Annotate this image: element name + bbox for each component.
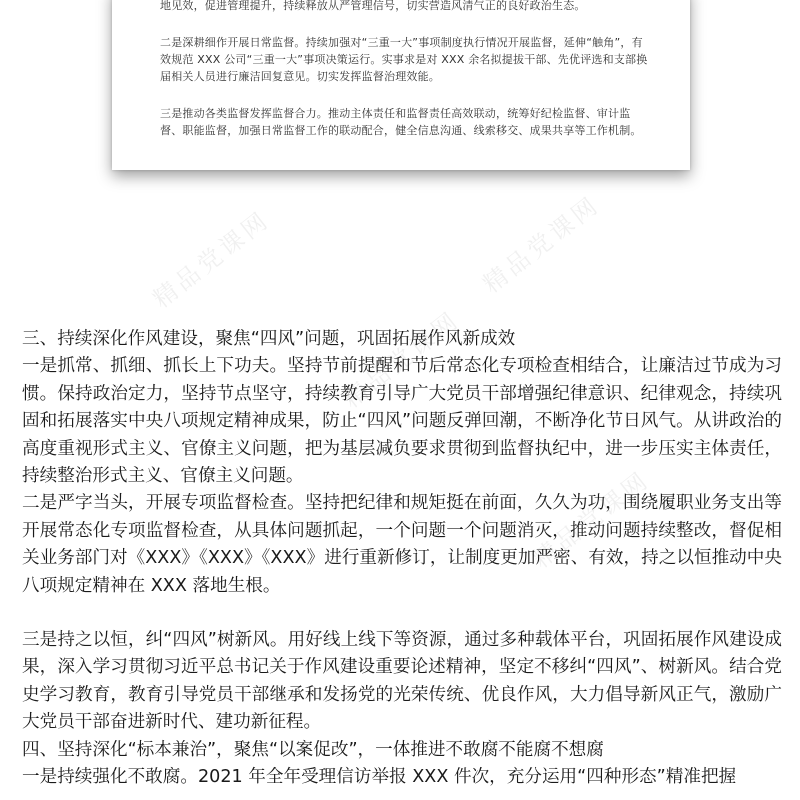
preview-paragraph-2: 二是深耕细作开展日常监督。持续加强对“三重一大”事项制度执行情况开展监督，延伸“触角”，有效规范 XXX 公司“三重一大”事项决策运行。实事求是对 XXX 余名拟提拔干部、先优评选和支部换届相关人员进行廉洁回复意见。切实发挥监督治理效能。	[160, 36, 648, 83]
paragraph-1: 一是抓常、抓细、抓长上下功夫。坚持节前提醒和节后常态化专项检查相结合，让廉洁过节成为习惯。保持政治定力，坚持节点坚守，持续教育引导广大党员干部增强纪律意识、纪律观念，持续巩固和拓展落实中央八项规定精神成果，防止“四风”问题反弹回潮，不断净化节日风气。从讲政治的高度重视形式主义、官僚主义问题，把为基层减负要求贯彻到监督执纪中，进一步压实主体责任，持续整治形式主义、官僚主义问题。	[22, 356, 782, 487]
paragraph-3: 三是持之以恒，纠“四风”树新风。用好线上线下等资源，通过多种载体平台，巩固拓展作风建设成果，深入学习贯彻习近平总书记关于作风建设重要论述精神，坚定不移纠“四风”、树新风。结合党史学习教育，教育引导党员干部继承和发扬党的光荣传统、优良作风，大力倡导新风正气，激励广大党员干部奋进新时代、建功新征程。	[22, 630, 782, 733]
watermark: 精品党课网	[527, 465, 656, 574]
watermark: 精品党课网	[477, 190, 606, 299]
preview-paragraph-1: 地见效，促进管理提升，持续释放从严管理信号，切实营造风清气正的良好政治生态。	[160, 0, 586, 12]
paragraph-gap	[22, 600, 782, 627]
document-preview-card	[112, 0, 690, 170]
document-body	[22, 326, 782, 792]
preview-paragraph-3: 三是推动各类监督发挥监督合力。推动主体责任和监督责任高效联动，统筹好纪检监督、审计监督、职能监督，加强日常监督工作的联动配合，健全信息沟通、线索移交、成果共享等工作机制。	[160, 107, 642, 137]
paragraph-4: 一是持续强化不敢腐。2021 年全年受理信访举报 XXX 件次，充分运用“四种形态”精准把握	[22, 767, 737, 788]
paragraph-2: 二是严字当头，开展专项监督检查。坚持把纪律和规矩挺在前面，久久为功，围绕履职业务支出等开展常态化专项监督检查，从具体问题抓起，一个问题一个问题消灭，推动问题持续整改，督促相关业务部门对《XXX》《XXX》《XXX》进行重新修订，让制度更加严密、有效，持之以恒推动中央八项规定精神在 XXX 落地生根。	[22, 493, 782, 596]
section-heading-4: 四、坚持深化“标本兼治”，聚焦“以案促改”，一体推进不敢腐不能腐不想腐	[22, 739, 604, 760]
watermark: 精品党课网	[147, 205, 276, 314]
section-heading-3: 三、持续深化作风建设，聚焦“四风”问题，巩固拓展作风新成效	[22, 329, 516, 349]
watermark: 精品党课网	[337, 305, 466, 414]
